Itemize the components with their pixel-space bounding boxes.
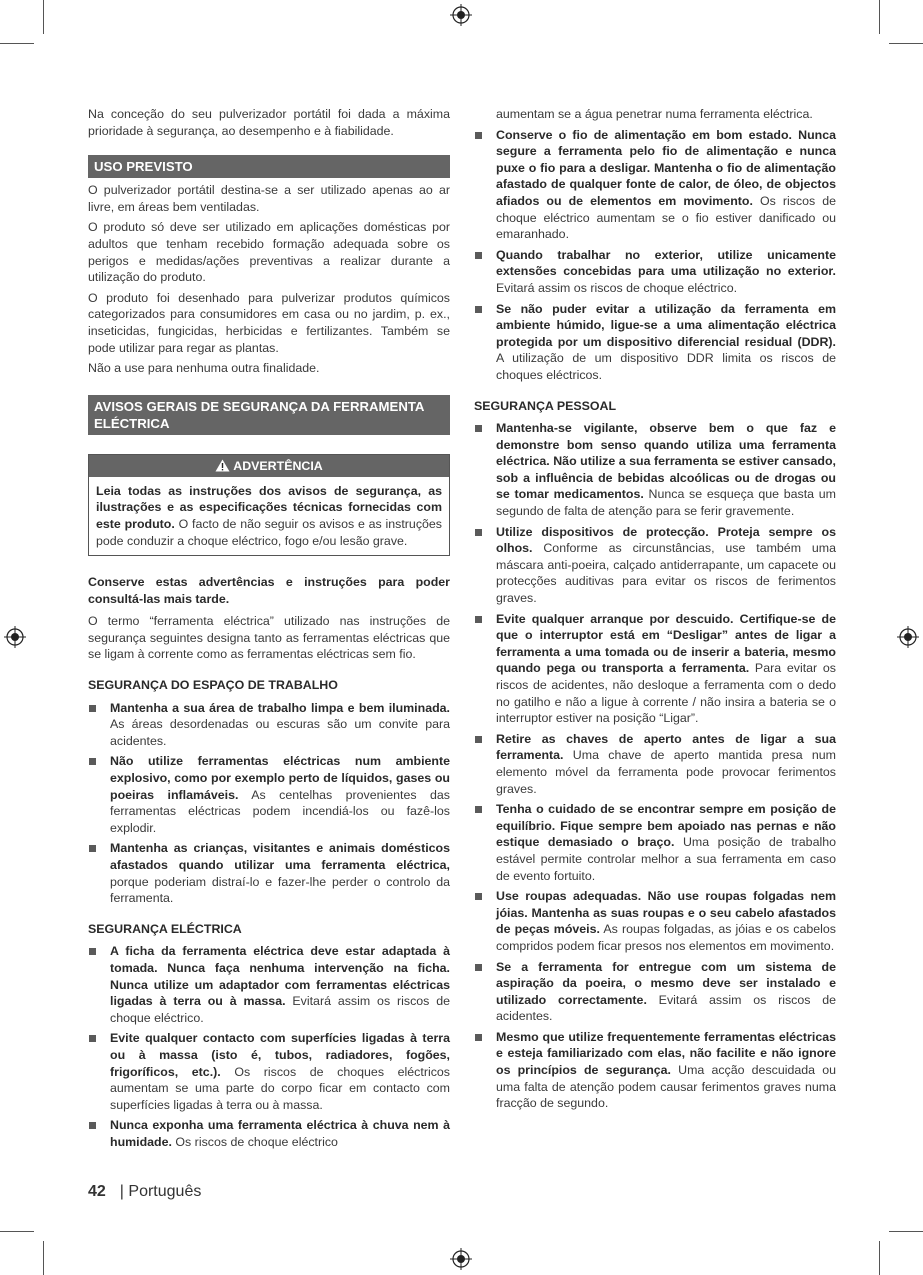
uso-previsto-p4: Não a use para nenhuma outra finalidade. (88, 361, 320, 376)
list-item: Mesmo que utilize frequentemente ferramentas eléctricas e esteja familiarizado com elas, não facilite e não ignore os princípios de segurança. Uma acção descuidada ou uma falta de atenção podem causar ferimentos graves numa fracção de segundo. (474, 1029, 836, 1112)
list-item: Se não puder evitar a utilização da ferramenta em ambiente húmido, ligue-se a uma alimentação eléctrica protegida por um dispositivo diferencial residual (DDR). A utilização de um dispositivo DDR limita os riscos de choques eléctricos. (474, 301, 836, 384)
warning-triangle-icon (215, 459, 230, 472)
pessoal-list (474, 420, 836, 1112)
warning-header (89, 455, 449, 477)
list-item: Quando trabalhar no exterior, utilize unicamente extensões concebidas para uma utilização no exterior. Evitará assim os riscos de choque eléctrico. (474, 247, 836, 297)
list-item: Evite qualquer arranque por descuido. Certifique-se de que o interruptor está em “Desligar” antes de ligar a ferramenta a uma tomada ou de inserir a bateria, mesmo quando pega ou transporta a ferramenta. Para evitar os riscos de acidentes, não desloque a ferramenta com o dedo no gatilho e não a ligue à corrente / não insira a bateria se o interruptor estiver na posição “Ligar”. (474, 611, 836, 727)
warning-text: O facto de não seguir os avisos e as instruções pode conduzir a choque eléctrico, fogo e/ou lesão grave. (96, 516, 442, 548)
uso-previsto-p2: O produto só deve ser utilizado em aplicações domésticas por adultos que tenham recebido formação adequada sobre os perigos e medidas/ações preventivas a realizar durante a utilização do produto. (88, 220, 450, 285)
keep-instructions: Conserve estas advertências e instruções para poder consultá-las mais tarde. (88, 575, 450, 606)
continued-text: aumentam se a água penetrar numa ferramenta eléctrica. (496, 107, 813, 121)
list-item: Não utilize ferramentas eléctricas num ambiente explosivo, como por exemplo perto de líquidos, gases ou poeiras inflamáveis. As centelhas provenientes das ferramentas eléctricas podem incendiá-los ou fazê-los explodir. (88, 753, 450, 836)
espaco-heading: SEGURANÇA DO ESPAÇO DE TRABALHO (88, 678, 338, 693)
term-definition: O termo “ferramenta eléctrica” utilizado nas instruções de segurança seguintes designa tanto as ferramentas eléctricas que se ligam à corrente como as ferramentas eléctricas sem fio. (88, 614, 450, 662)
pessoal-heading: SEGURANÇA PESSOAL (474, 398, 617, 413)
list-item: Mantenha-se vigilante, observe bem o que faz e demonstre bom senso quando utiliza uma ferramenta eléctrica. Não utilize a sua ferramenta se estiver cansado, sob a influência de bebidas alcoólicas ou de drogas ou se tomar medicamentos. Nunca se esqueça que basta um segundo de falta de atenção para se ferir gravemente. (474, 420, 836, 520)
list-item: Evite qualquer contacto com superfícies ligadas à terra ou à massa (isto é, tubos, radiadores, fogões, frigoríficos, etc.). Os riscos de choques eléctricos aumentam se uma parte do corpo ficar em contacto com superfícies ligadas à terra ou à massa. (88, 1030, 450, 1113)
uso-previsto-heading: USO PREVISTO (88, 155, 450, 178)
warning-box (88, 454, 450, 556)
registration-mark-bottom (450, 1248, 472, 1270)
list-item: Utilize dispositivos de protecção. Proteja sempre os olhos. Conforme as circunstâncias, use também uma máscara anti-poeira, calçado antiderrapante, um capacete ou protecções auditivas para evitar os riscos de ferimentos graves. (474, 524, 836, 607)
uso-previsto-p3: O produto foi desenhado para pulverizar produtos químicos categorizados para consumidores em casa ou no jardim, p. ex., inseticidas, fungicidas, herbicidas e fertilizantes. Também se pode utilizar para regar as plantas. (88, 290, 450, 355)
footer-language: | Português (119, 1183, 202, 1200)
eletrica-heading: SEGURANÇA ELÉCTRICA (88, 921, 242, 936)
eletrica-list-continued (474, 127, 836, 384)
list-item: Use roupas adequadas. Não use roupas folgadas nem jóias. Mantenha as suas roupas e o seu cabelo afastados de peças móveis. As roupas folgadas, as jóias e os cabelos compridos podem ficar presos nos elementos em movimento. (474, 888, 836, 954)
list-item: Conserve o fio de alimentação em bom estado. Nunca segure a ferramenta pelo fio de alimentação e nunca puxe o fio para a desligar. Mantenha o fio de alimentação afastado de qualquer fonte de calor, de óleo, de objectos afiados ou de elementos em movimento. Os riscos de choque eléctrico aumentam se o fio estiver danificado ou emaranhado. (474, 127, 836, 243)
avisos-heading: AVISOS GERAIS DE SEGURANÇA DA FERRAMENTA ELÉCTRICA (88, 395, 450, 435)
registration-mark-top (450, 4, 472, 26)
left-column (88, 106, 450, 1155)
intro-paragraph: Na conceção do seu pulverizador portátil foi dada a máxima prioridade à segurança, ao desempenho e à fiabilidade. (88, 107, 450, 138)
eletrica-list (88, 943, 450, 1150)
right-column (474, 106, 836, 1116)
list-item: Mantenha as crianças, visitantes e animais domésticos afastados quando utilizar uma ferramenta eléctrica, porque poderiam distraí-lo e fazer-lhe perder o controlo da ferramenta. (88, 840, 450, 906)
uso-previsto-p1: O pulverizador portátil destina-se a ser utilizado apenas ao ar livre, em áreas bem ventiladas. (88, 183, 450, 214)
list-item: Nunca exponha uma ferramenta eléctrica à chuva nem à humidade. Os riscos de choque eléctrico (88, 1117, 450, 1150)
warning-bold-text: Leia todas as instruções dos avisos de segurança, as ilustrações e as especificações técnicas fornecidas com este produto. (96, 483, 442, 531)
page-number: 42 (88, 1183, 106, 1200)
list-item: Se a ferramenta for entregue com um sistema de aspiração da poeira, o mesmo deve ser instalado e utilizado correctamente. Evitará assim os riscos de acidentes. (474, 959, 836, 1025)
registration-mark-right (897, 626, 919, 648)
page-footer (88, 1182, 201, 1202)
espaco-list (88, 700, 450, 907)
warning-title: ADVERTÊNCIA (233, 458, 323, 473)
list-item: Mantenha a sua área de trabalho limpa e bem iluminada. As áreas desordenadas ou escuras são um convite para acidentes. (88, 700, 450, 750)
list-item: A ficha da ferramenta eléctrica deve estar adaptada à tomada. Nunca faça nenhuma intervenção na ficha. Nunca utilize um adaptador com ferramentas eléctricas ligadas à terra ou à massa. Evitará assim os riscos de choque eléctrico. (88, 943, 450, 1026)
list-item: Retire as chaves de aperto antes de ligar a sua ferramenta. Uma chave de aperto mantida presa num elemento móvel da ferramenta pode provocar ferimentos graves. (474, 731, 836, 797)
registration-mark-left (4, 626, 26, 648)
list-item: Tenha o cuidado de se encontrar sempre em posição de equilíbrio. Fique sempre bem apoiado nas pernas e não estique demasiado o braço. Uma posição de trabalho estável permite controlar melhor a sua ferramenta em caso de evento fortuito. (474, 801, 836, 884)
